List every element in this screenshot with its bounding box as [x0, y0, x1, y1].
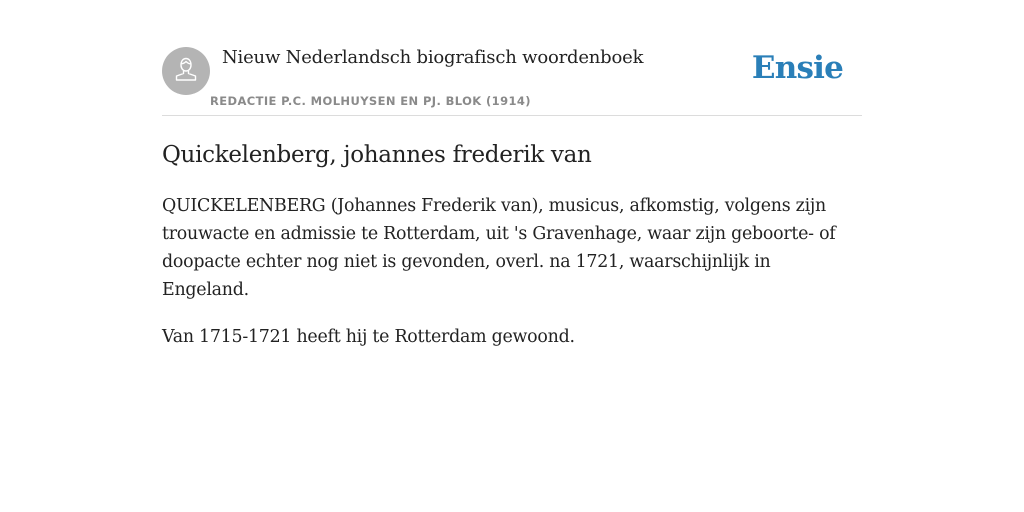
- user-icon: [171, 54, 201, 88]
- entry-paragraph: Van 1715-1721 heeft hij te Rotterdam gewoond.: [162, 327, 575, 347]
- avatar[interactable]: [162, 47, 210, 95]
- entry-title: Quickelenberg, johannes frederik van: [162, 142, 592, 168]
- entry-body: [162, 192, 862, 351]
- source-header: [162, 46, 862, 116]
- source-title[interactable]: Nieuw Nederlandsch biografisch woordenboek: [222, 47, 644, 68]
- page-container: [162, 46, 862, 351]
- brand-logo-link[interactable]: Ensie: [751, 50, 843, 86]
- source-subtitle: REDACTIE P.C. MOLHUYSEN EN PJ. BLOK (1914): [210, 94, 531, 108]
- entry-paragraph: QUICKELENBERG (Johannes Frederik van), musicus, afkomstig, volgens zijn trouwacte en admissie te Rotterdam, uit 's Gravenhage, waar zijn geboorte- of doopacte echter nog niet is gevonden, overl. na 1721, waarschijnlijk in Engeland.: [162, 196, 836, 300]
